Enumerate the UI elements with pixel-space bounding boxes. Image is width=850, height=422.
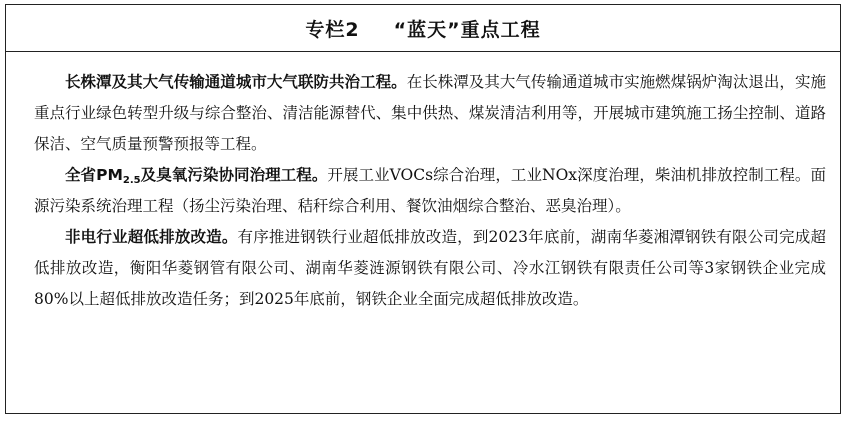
paragraph-2-lead-subscript: 2.5 xyxy=(122,175,141,186)
paragraph-2-body: 开展工业VOCs综合治理，工业NOx深度治理，柴油机排放控制工程。面源污染系统治理工程（扬尘污染治理、秸秆综合利用、餐饮油烟综合整治、恶臭治理）。 xyxy=(34,166,826,215)
column-box xyxy=(5,4,841,414)
paragraph-1-lead: 长株潭及其大气传输通道城市大气联防共治工程。 xyxy=(65,73,407,91)
paragraph-2 xyxy=(34,160,826,222)
column-title: “蓝天”重点工程 xyxy=(393,18,541,41)
paragraph-3-lead: 非电行业超低排放改造。 xyxy=(65,228,238,246)
paragraph-1 xyxy=(34,67,826,160)
paragraph-2-lead xyxy=(65,166,327,184)
column-label: 专栏2 xyxy=(305,18,360,41)
paragraph-1-body: 在长株潭及其大气传输通道城市实施燃煤锅炉淘汰退出，实施重点行业绿色转型升级与综合整治、清洁能源替代、集中供热、煤炭清洁利用等，开展城市建筑施工扬尘控制、道路保洁、空气质量预警预报等工程。 xyxy=(34,73,826,153)
box-header xyxy=(6,5,840,52)
paragraph-3-body: 有序推进钢铁行业超低排放改造，到2023年底前，湖南华菱湘潭钢铁有限公司完成超低排放改造，衡阳华菱钢管有限公司、湖南华菱涟源钢铁有限公司、冷水江钢铁有限责任公司等3家钢铁企业完成80%以上超低排放改造任务；到2025年底前，钢铁企业全面完成超低排放改造。 xyxy=(34,228,826,308)
paragraph-2-lead-prefix: 全省PM xyxy=(65,166,123,184)
box-content xyxy=(6,52,840,315)
paragraph-2-lead-suffix: 及臭氧污染协同治理工程。 xyxy=(140,166,328,184)
paragraph-3 xyxy=(34,222,826,315)
